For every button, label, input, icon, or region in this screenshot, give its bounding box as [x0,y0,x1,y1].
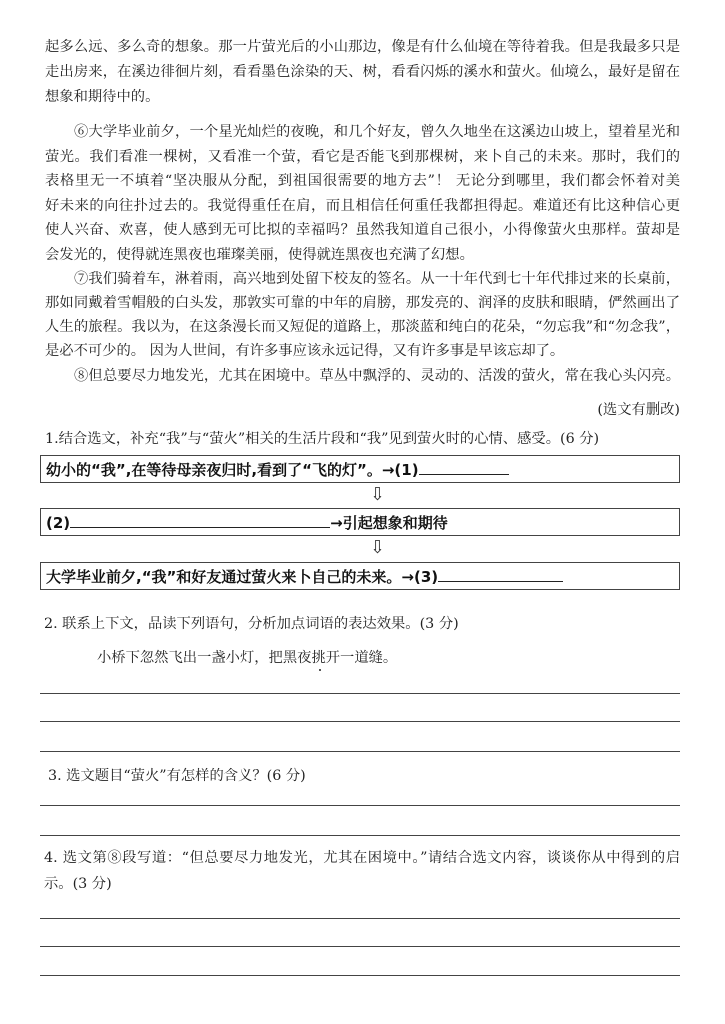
answer-blank-1[interactable] [419,456,509,475]
q1-box-3 [40,562,680,590]
para5-line: 想象和期待中的。 [45,89,160,105]
para6-line: 使人兴奋、欢喜，使人感到无可比拟的幸福吗？虽然我知道自己很小，小得像萤火虫那样。萤却是 [45,222,680,238]
answer-line[interactable] [40,751,680,752]
q3-prompt: 3. 选文题目“萤火”有怎样的含义？(6 分) [48,768,306,784]
q1-prompt: 1.结合选文，补充“我”与“萤火”相关的生活片段和“我”见到萤火时的心情、感受。(6 分) [45,431,600,447]
q1-box2-suffix: →引起想象和期待 [330,514,448,532]
answer-line[interactable] [40,805,680,806]
source-note: (选文有删改) [597,402,680,418]
q2-prompt: 2. 联系上下文，品读下列语句，分析加点词语的表达效果。(3 分) [44,616,459,632]
para8-line: ⑧但总要尽力地发光，尤其在困境中。草丛中飘浮的、灵动的、活泼的萤火，常在我心头闪亮。 [74,368,680,384]
q1-box1-text: 幼小的“我”,在等待母亲夜归时,看到了“飞的灯”。→(1) [46,461,419,479]
answer-line[interactable] [40,835,680,836]
q4-prompt-line: 示。(3 分) [44,876,112,892]
para7-line: 那如同戴着雪帽般的白头发，那敦实可靠的中年的肩膀，那发亮的、润泽的皮肤和眼睛，俨然画出了 [45,295,680,311]
para7-line: 人生的旅程。我以为，在这条漫长而又短促的道路上，那淡蓝和纯白的花朵，“勿忘我”和“勿念我”， [45,319,680,335]
q1-box-1 [40,455,680,483]
answer-line[interactable] [40,975,680,976]
para6-line: 表格里无一不填着“坚决服从分配，到祖国很需要的地方去”！ 无论分到哪里，我们都会怀着对美 [45,173,680,189]
para7-line: ⑦我们骑着车，淋着雨，高兴地到处留下校友的签名。从一十年代到七十年代排过来的长桌前， [74,271,680,287]
q4-prompt-line: 4. 选文第⑧段写道：“但总要尽力地发光，尤其在困境中。”请结合选文内容，谈谈你从中得到的启 [44,850,680,866]
q1-box2-prefix: (2) [46,514,71,532]
q1-box-2 [40,508,680,536]
answer-blank-2[interactable] [70,509,330,528]
q2-sentence [97,648,657,668]
answer-line[interactable] [40,918,680,919]
sentence-part: 开一道缝。 [325,650,398,666]
answer-line[interactable] [40,721,680,722]
sentence-part: 小桥下忽然飞出一盏小灯，把黑夜 [97,650,312,666]
down-arrow-icon: ⇩ [370,537,386,558]
para6-line: ⑥大学毕业前夕，一个星光灿烂的夜晚，和几个好友，曾久久地坐在这溪边山坡上，望着星光和 [74,124,680,140]
down-arrow-icon: ⇩ [370,484,386,505]
answer-blank-3[interactable] [438,563,563,582]
q1-box3-text: 大学毕业前夕,“我”和好友通过萤火来卜自己的未来。→(3) [46,568,439,586]
para5-line: 起多么远、多么奇的想象。那一片萤光后的小山那边，像是有什么仙境在等待着我。但是我最多只是 [45,39,680,55]
answer-line[interactable] [40,693,680,694]
para7-line: 是必不可少的。 因为人世间，有许多事应该永远记得，又有许多事是早该忘却了。 [45,343,565,359]
answer-line[interactable] [40,946,680,947]
para6-line: 会发光的，使得就连黑夜也璀璨美丽，使得就连黑夜也充满了幻想。 [45,247,474,263]
dotted-word: 挑 [311,650,326,666]
para6-line: 好未来的向往扑过去的。我觉得重任在肩，而且相信任何重任我都担得起。难道还有比这种信心更 [45,198,680,214]
para5-line: 走出房来，在溪边徘徊片刻，看看墨色涂染的天、树，看看闪烁的溪水和萤火。仙境么，最好是留在 [45,64,680,80]
para6-line: 萤光。我们看准一棵树，又看准一个萤，看它是否能飞到那棵树，来卜自己的未来。那时，我们的 [45,149,680,165]
